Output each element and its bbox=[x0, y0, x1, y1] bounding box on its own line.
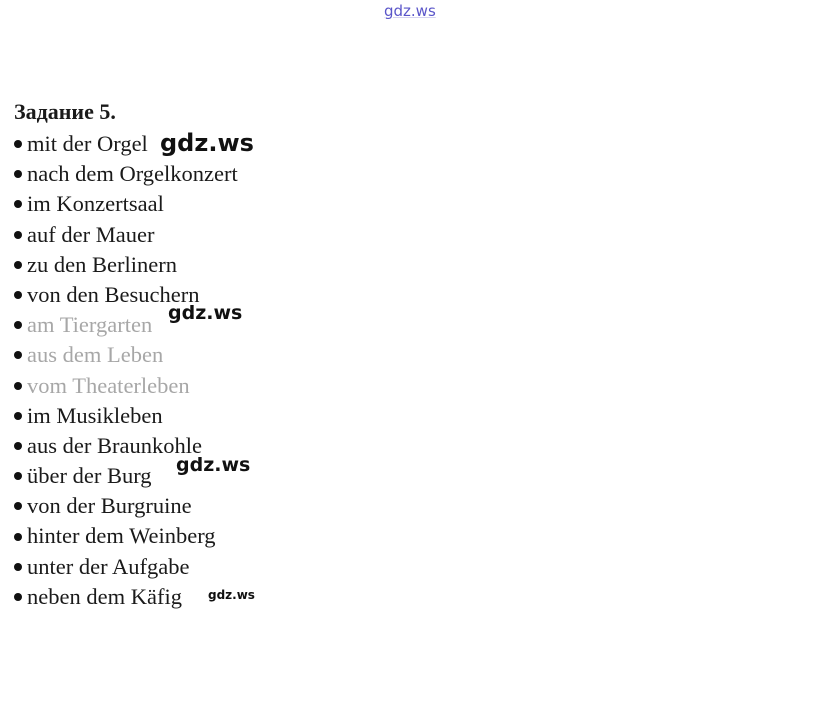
bullet-icon bbox=[14, 261, 22, 269]
list-item-text: von den Besuchern bbox=[27, 281, 200, 307]
watermark-text: gdz.ws bbox=[208, 588, 255, 602]
bullet-icon bbox=[14, 140, 22, 148]
bullet-icon bbox=[14, 442, 22, 450]
list-item-text: aus der Braunkohle bbox=[27, 432, 202, 458]
list-item-text: neben dem Käfig bbox=[27, 583, 182, 609]
list-item bbox=[14, 220, 238, 250]
list-item bbox=[14, 552, 238, 582]
list-item-text: von der Burgruine bbox=[27, 493, 192, 519]
list-item-text: aus dem Leben bbox=[27, 342, 164, 368]
list-item-text: im Musikleben bbox=[27, 402, 163, 428]
list-item bbox=[14, 371, 238, 401]
list-item-text: auf der Mauer bbox=[27, 221, 155, 247]
bullet-icon bbox=[14, 321, 22, 329]
bullet-icon bbox=[14, 382, 22, 390]
list-item-text: mit der Orgel bbox=[27, 131, 148, 156]
list-item-text: am Tiergarten bbox=[27, 312, 153, 338]
bullet-icon bbox=[14, 351, 22, 359]
list-item-text: unter der Aufgabe bbox=[27, 553, 190, 579]
list-item bbox=[14, 189, 238, 219]
list-item-text: über der Burg bbox=[27, 463, 152, 489]
list-item bbox=[14, 521, 238, 551]
list-item bbox=[14, 582, 238, 612]
list-item bbox=[14, 159, 238, 189]
watermark-text: gdz.ws bbox=[176, 454, 251, 476]
bullet-icon bbox=[14, 170, 22, 178]
task-title: Задание 5. bbox=[14, 99, 116, 124]
watermark-text: gdz.ws bbox=[160, 129, 254, 157]
list-item bbox=[14, 340, 238, 370]
bullet-icon bbox=[14, 593, 22, 601]
header-watermark-link[interactable]: gdz.ws bbox=[384, 2, 436, 20]
bullet-icon bbox=[14, 533, 22, 541]
list-item-text: nach dem Orgelkonzert bbox=[27, 161, 238, 187]
bullet-icon bbox=[14, 502, 22, 510]
list-item-text: im Konzertsaal bbox=[27, 191, 164, 217]
watermark-text: gdz.ws bbox=[168, 302, 243, 324]
bullet-icon bbox=[14, 563, 22, 571]
bullet-icon bbox=[14, 231, 22, 239]
list-item bbox=[14, 491, 238, 521]
list-item bbox=[14, 250, 238, 280]
list-item-text: zu den Berlinern bbox=[27, 251, 177, 277]
list-item-text: hinter dem Weinberg bbox=[27, 523, 216, 549]
bullet-icon bbox=[14, 291, 22, 299]
bullet-icon bbox=[14, 412, 22, 420]
bullet-icon bbox=[14, 472, 22, 480]
phrase-list bbox=[14, 129, 238, 612]
bullet-icon bbox=[14, 200, 22, 208]
list-item bbox=[14, 401, 238, 431]
list-item-text: vom Theaterleben bbox=[27, 372, 190, 398]
